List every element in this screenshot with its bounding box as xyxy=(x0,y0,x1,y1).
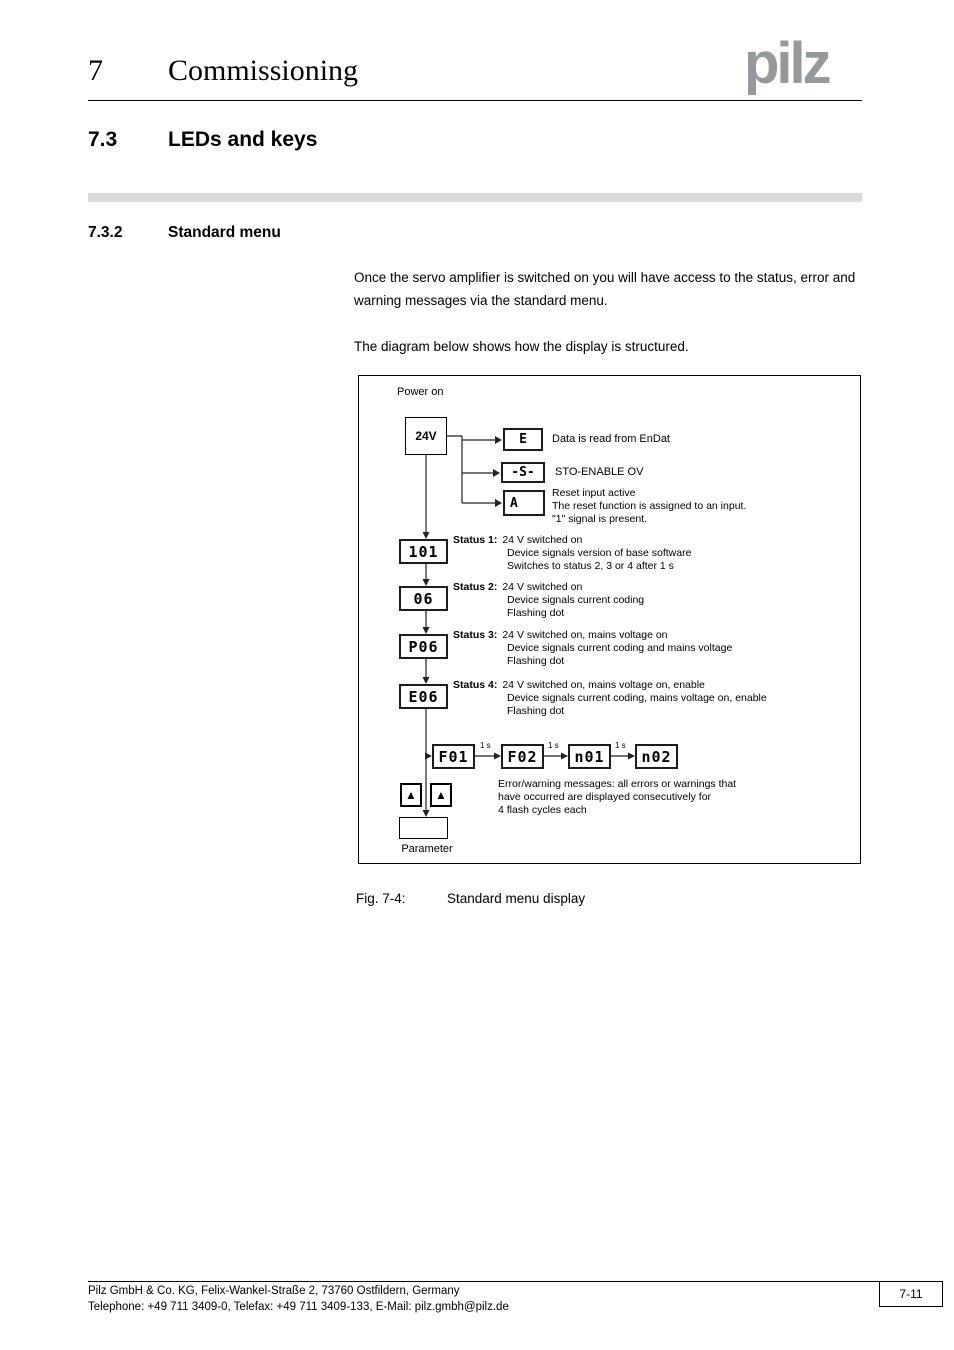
display-warning-n02: n02 xyxy=(635,744,678,769)
header-divider xyxy=(88,100,862,101)
figure-caption: Standard menu display xyxy=(447,891,586,906)
footer-contact: Telephone: +49 711 3409-0, Telefax: +49 711 3409-133, E-Mail: pilz.gmbh@pilz.de xyxy=(88,1301,509,1313)
display-status-1: 101 xyxy=(399,539,448,564)
status-2-label: Status 2: 24 V switched on Device signals current coding Flashing dot xyxy=(453,581,645,619)
subsection-title: Standard menu xyxy=(168,224,281,241)
pilz-logo: pilz xyxy=(744,31,829,96)
display-sto: -S- xyxy=(501,462,545,483)
interval-label-1: 1 s xyxy=(480,741,491,750)
status-1-label: Status 1: 24 V switched on Device signals version of base software Switches to status 2, 3 or 4 after 1 s xyxy=(453,534,692,572)
display-status-3: P06 xyxy=(399,634,448,659)
chapter-title: Commissioning xyxy=(168,54,359,87)
section-number: 7.3 xyxy=(88,128,118,151)
standard-menu-diagram xyxy=(358,375,861,864)
sto-label: STO-ENABLE OV xyxy=(555,466,644,478)
footer-divider xyxy=(88,1281,943,1282)
display-error-f02: F02 xyxy=(501,744,544,769)
chapter-number: 7 xyxy=(88,54,103,87)
display-reset: A xyxy=(503,490,545,516)
power-on-label: Power on xyxy=(397,386,444,398)
display-endat: E xyxy=(503,428,543,451)
display-warning-n01: n01 xyxy=(568,744,611,769)
page-number-box xyxy=(879,1281,943,1307)
footer-address: Pilz GmbH & Co. KG, Felix-Wankel-Straße 2, 73760 Ostfildern, Germany xyxy=(88,1285,460,1297)
error-warning-label: Error/warning messages: all errors or warnings that have occurred are displayed consecutively for 4 flash cycles each xyxy=(498,778,737,816)
parameter-label: Parameter xyxy=(401,843,453,855)
display-status-4: E06 xyxy=(399,684,448,709)
parameter-box xyxy=(399,817,448,839)
section-divider-bar xyxy=(88,193,862,202)
subsection-number: 7.3.2 xyxy=(88,224,123,241)
interval-label-3: 1 s xyxy=(615,741,626,750)
figure-label: Fig. 7-4: xyxy=(356,891,406,906)
page-number: 7-11 xyxy=(899,1287,923,1301)
section-title: LEDs and keys xyxy=(168,128,318,151)
status-4-label: Status 4: 24 V switched on, mains voltage on, enable Device signals current coding, mains voltage on, enable Flashing dot xyxy=(453,679,767,717)
display-status-2: 06 xyxy=(399,586,448,611)
up-key-button-1 xyxy=(400,783,422,807)
up-arrow-icon: ▲ xyxy=(435,788,447,802)
up-key-button-2 xyxy=(430,783,452,807)
endat-label: Data is read from EnDat xyxy=(552,433,670,445)
reset-label: Reset input active The reset function is assigned to an input. "1" signal is present. xyxy=(552,487,747,525)
body-paragraph-1: Once the servo amplifier is switched on you will have access to the status, error and warning messages via the standard menu. xyxy=(354,270,856,308)
up-arrow-icon: ▲ xyxy=(405,788,417,802)
status-3-label: Status 3: 24 V switched on, mains voltage on Device signals current coding and mains voltage Flashing dot xyxy=(453,629,733,667)
body-paragraph-2: The diagram below shows how the display is structured. xyxy=(354,339,689,354)
display-error-f01: F01 xyxy=(432,744,475,769)
24v-supply-box: 24V xyxy=(405,417,447,455)
interval-label-2: 1 s xyxy=(548,741,559,750)
